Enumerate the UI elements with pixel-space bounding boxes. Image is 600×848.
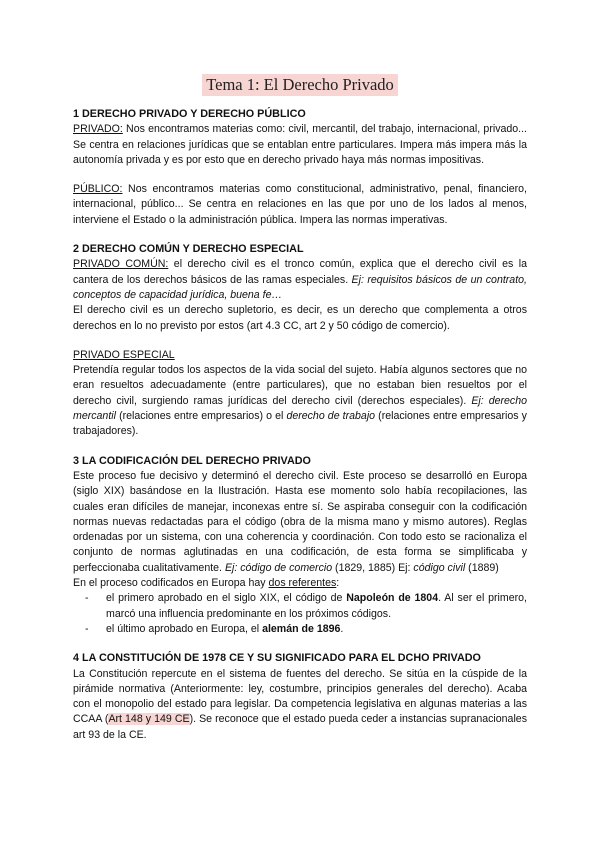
especial-text-2: (relaciones entre empresarios) o el: [115, 410, 287, 423]
codigo-civil-example: código civil: [413, 561, 466, 574]
referentes-paragraph: [73, 576, 527, 591]
privado-text: Nos encontramos materias como: civil, mercantil, del trabajo, internacional, privado... Se centra en relaciones jurídicas que se entablan entre particulares. Impera más impera más la autonomía privada y es por esto que en derecho privado haya más normas impositivas.: [73, 123, 527, 166]
especial-text-1: Pretendía regular todos los aspectos de la vida social del sujeto. Había algunos sectores que no eran resueltos adecuadamente (entre particulares), que no estaban bien resueltos por el derecho civil, surgiendo ramas jurídicas del derecho civil (derechos especiales).: [73, 364, 527, 407]
publico-paragraph: [73, 182, 527, 228]
publico-label: PÚBLICO:: [73, 183, 123, 196]
especial-text-3: (relaciones entre empresarios y trabajadores).: [73, 410, 527, 438]
comun-label: PRIVADO COMÚN:: [73, 258, 169, 271]
section-2-heading: 2 DERECHO COMÚN Y DERECHO ESPECIAL: [73, 243, 304, 256]
publico-text: Nos encontramos materias como constitucional, administrativo, penal, financiero, internacional, público... Se centra en relaciones en las que por uno de los lados al menos, interviene el Estado o la administración pública. Impera las normas imperativas.: [73, 183, 527, 226]
item-2-pre: el último aprobado en Europa, el: [106, 622, 263, 635]
referentes-list: [73, 591, 527, 637]
comun-paragraph: [73, 257, 527, 303]
item-1-pre: el primero aprobado en el siglo XIX, el código de: [106, 592, 347, 605]
section-3-heading: 3 LA CODIFICACIÓN DEL DERECHO PRIVADO: [73, 454, 311, 467]
especial-example-1: Ej: derecho mercantil: [73, 394, 528, 423]
comun-example: Ej: requisitos básicos de un contrato, conceptos de capacidad jurídica, buena fe…: [73, 273, 527, 301]
section-1-heading: 1 DERECHO PRIVADO Y DERECHO PÚBLICO: [73, 108, 306, 120]
codificacion-text-2: (1829, 1885) Ej:: [332, 561, 414, 574]
comun-text: el derecho civil es el tronco común, explica que el derecho civil es la cantera de los derechos básicos de las ramas especiales.: [73, 258, 527, 286]
especial-example-2: derecho de trabajo: [286, 410, 376, 423]
title-container: [0, 74, 600, 96]
document-body: [73, 107, 527, 743]
codificacion-paragraph: [73, 469, 527, 576]
constitucion-text-2: ). Se reconoce que el estado pueda ceder a instancias supranacionales art 93 de la CE.: [73, 713, 527, 741]
constitucion-text-1: La Constitución repercute en el sistema de fuentes del derecho. Se sitúa en la cúspide de la pirámide normativa (Anteriormente: ley, costumbre, principios generales del derecho). Acaba con el monopolio del estado para legislar. Da competencia legislativa en algunas materias a las CCAA (: [73, 667, 527, 726]
privado-label: PRIVADO:: [73, 123, 123, 136]
codificacion-text-1: Este proceso fue decisivo y determinó el derecho civil. Este proceso se desarrolló en Europa (siglo XIX) basándose en la Ilustración. Hasta ese momento solo había recopilaciones, las cuales eran difíciles de manejar, inconexas entre sí. Se aspiraba conseguir con la codificación normas nuevas redactadas para el código (obra de la misma mano y mismo autores). Reglas ordenadas por un sistema, con una coherencia y coordinación. Con todo esto se racionaliza el conjunto de normas aglutinadas en una codificación, de esta forma se simplificaba y perfeccionaba cualitativamente.: [73, 469, 527, 574]
referentes-underlined: dos referentes: [268, 577, 337, 590]
especial-label-line: [73, 348, 527, 363]
especial-label: PRIVADO ESPECIAL: [73, 348, 175, 361]
page-title: Tema 1: El Derecho Privado: [202, 74, 398, 96]
item-1-post: . Al ser el primero, marcó una influencia predominante en los próximos códigos.: [106, 592, 527, 620]
item-2-post: .: [340, 622, 344, 635]
especial-paragraph: [73, 363, 527, 439]
privado-paragraph: [73, 122, 527, 168]
supletorio-paragraph: El derecho civil es un derecho supletorio, es decir, es un derecho que complementa a otros derechos en lo no previsto por estos (art 4.3 CC, art 2 y 50 código de comercio).: [73, 304, 527, 332]
list-item: [106, 591, 527, 622]
codigo-comercio-example: Ej: código de comercio: [224, 561, 333, 574]
codificacion-text-3: (1889): [465, 561, 499, 574]
list-item: [106, 622, 527, 637]
item-1-bold: Napoleón de 1804: [346, 592, 439, 605]
section-4-heading: 4 LA CONSTITUCIÓN DE 1978 CE Y SU SIGNIFICADO PARA EL DCHO PRIVADO: [73, 652, 481, 665]
highlighted-article: Art 148 y 149 CE: [108, 713, 190, 726]
referentes-post: :: [336, 577, 340, 590]
constitucion-paragraph: [73, 667, 527, 743]
referentes-pre: En el proceso codificados en Europa hay: [73, 577, 269, 590]
item-2-bold: alemán de 1896: [262, 622, 341, 635]
